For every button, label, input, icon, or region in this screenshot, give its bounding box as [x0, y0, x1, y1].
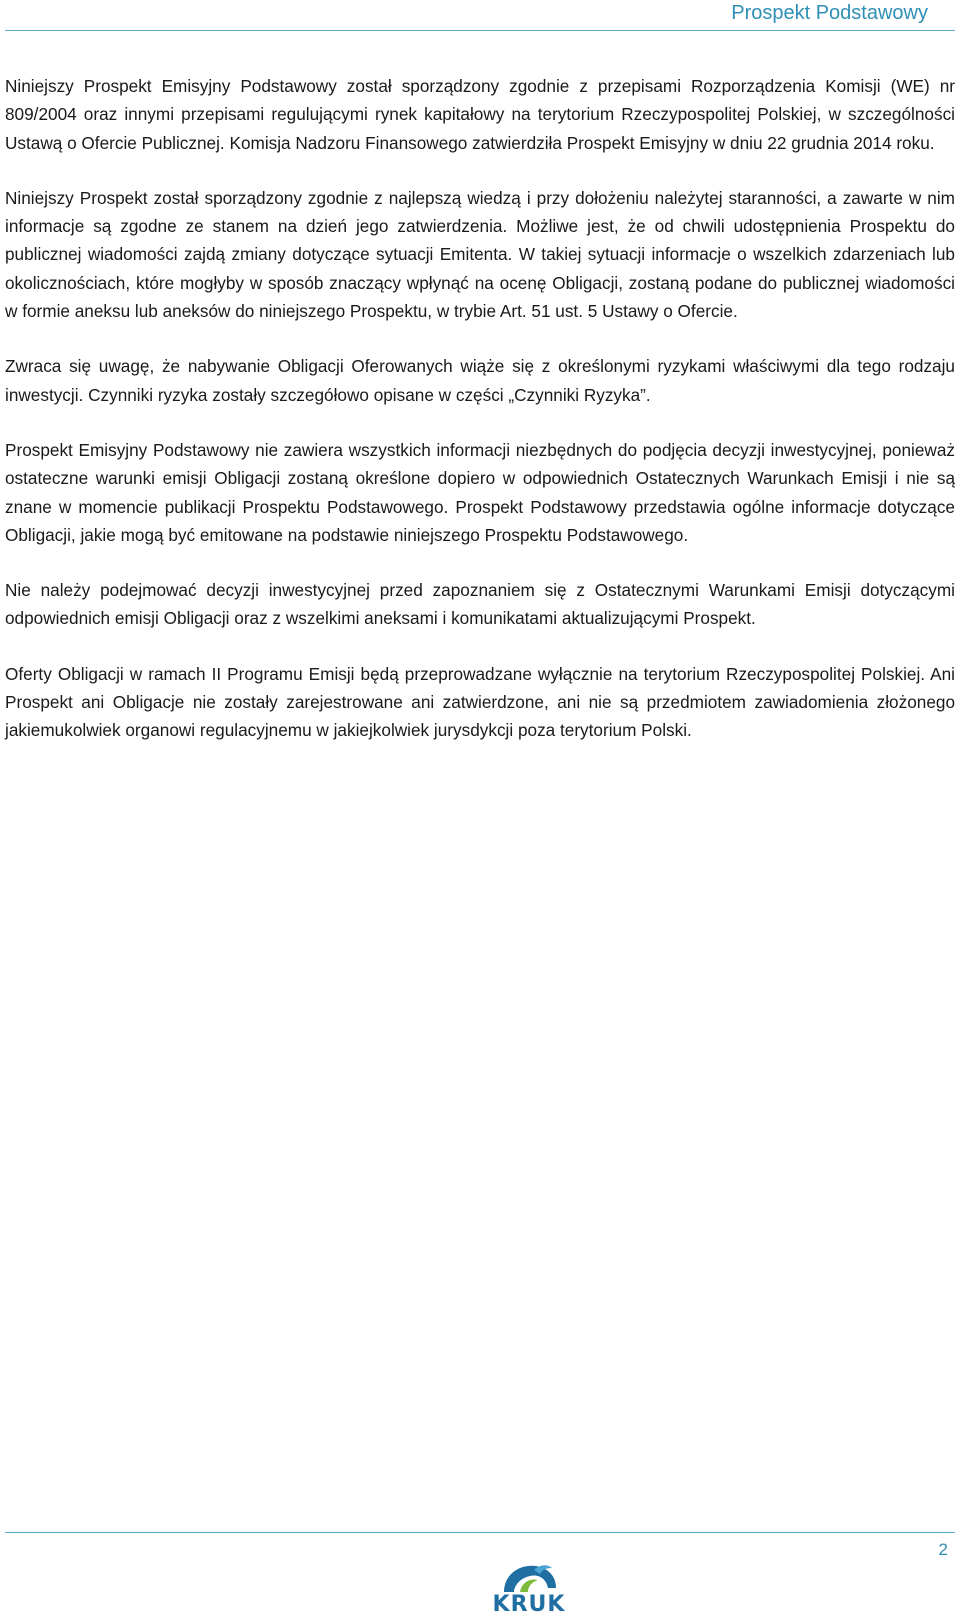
header-divider [5, 30, 955, 31]
footer-divider [5, 1532, 955, 1533]
paragraph-6: Oferty Obligacji w ramach II Programu Emisji będą przeprowadzane wyłącznie na terytorium Rzeczypospolitej Polskiej. Ani Prospekt ani Obligacje nie zostały zarejestrowane ani zatwierdzone, ani nie są przedmiotem zawiadomienia złożonego jakiemukolwiek organowi regulacyjnemu w jakiejkolwiek jurysdykcji poza terytorium Polski. [5, 663, 955, 741]
kruk-logo [490, 1560, 568, 1616]
paragraph-2: Niniejszy Prospekt został sporządzony zgodnie z najlepszą wiedzą i przy dołożeniu należytej staranności, a zawarte w nim informacje są zgodne ze stanem na dzień jego zatwierdzenia. Możliwe jest, że od chwili udostępnienia Prospektu do publicznej wiadomości zajdą zmiany dotyczące sytuacji Emitenta. W takiej sytuacji informacje o wszelkich zdarzeniach lub okolicznościach, które mogłyby w sposób znaczący wpłynąć na ocenę Obligacji, zostaną podane do publicznej wiadomości w formie aneksu lub aneksów do niniejszego Prospektu, w trybie Art. 51 ust. 5 Ustawy o Ofercie. [5, 187, 955, 322]
page-header-title: Prospekt Podstawowy [731, 2, 928, 24]
kruk-logo-text: KRUK [492, 1592, 566, 1617]
paragraph-1: Niniejszy Prospekt Emisyjny Podstawowy został sporządzony zgodnie z przepisami Rozporządzenia Komisji (WE) nr 809/2004 oraz innymi przepisami regulującymi rynek kapitałowy na terytorium Rzeczypospolitej Polskiej, w szczególności Ustawą o Ofercie Publicznej. Komisja Nadzoru Finansowego zatwierdziła Prospekt Emisyjny w dniu 22 grudnia 2014 roku. [5, 76, 955, 153]
page-number: 2 [938, 1540, 948, 1559]
document-body [5, 72, 955, 772]
paragraph-4: Prospekt Emisyjny Podstawowy nie zawiera wszystkich informacji niezbędnych do podjęcia decyzji inwestycyjnej, ponieważ ostateczne warunki emisji Obligacji zostaną określone dopiero w odpowiednich Ostatecznych Warunkach Emisji i nie są znane w momencie publikacji Prospektu Podstawowego. Prospekt Podstawowy przedstawia ogólne informacje dotyczące Obligacji, jakie mogą być emitowane na podstawie niniejszego Prospektu Podstawowego. [5, 439, 955, 545]
kruk-bird-logo-icon [490, 1560, 568, 1596]
paragraph-3: Zwraca się uwagę, że nabywanie Obligacji Oferowanych wiąże się z określonymi ryzykami właściwymi dla tego rodzaju inwestycji. Czynniki ryzyka zostały szczegółowo opisane w części „Czynniki Ryzyka”. [5, 356, 955, 405]
paragraph-5: Nie należy podejmować decyzji inwestycyjnej przed zapoznaniem się z Ostatecznymi Warunkami Emisji dotyczącymi odpowiednich emisji Obligacji oraz z wszelkimi aneksami i komunikatami aktualizującymi Prospekt. [5, 580, 955, 629]
